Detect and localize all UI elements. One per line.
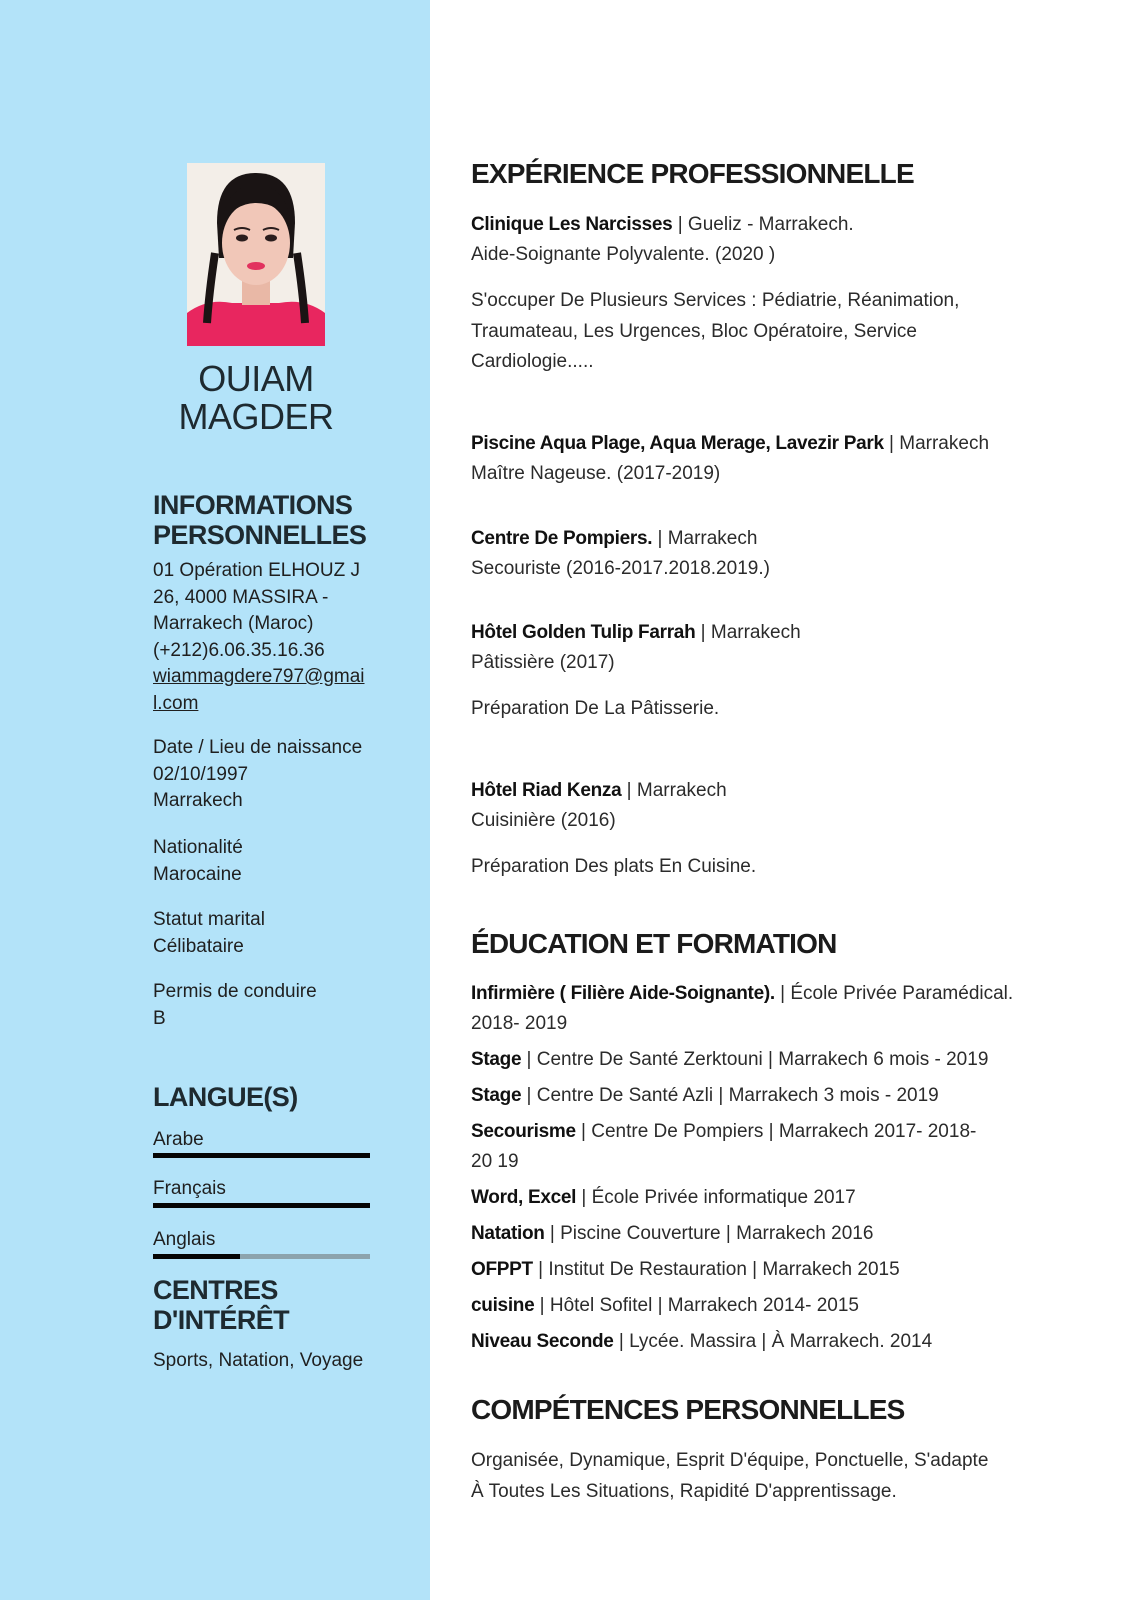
- experience-entry-title: [471, 618, 801, 648]
- employer-place: | Marrakech: [883, 433, 990, 454]
- interests-heading: [153, 1275, 289, 1335]
- education-title: Stage: [471, 1049, 522, 1070]
- interests-heading-line2: D'INTÉRÊT: [153, 1305, 290, 1335]
- employer: Piscine Aqua Plage, Aqua Merage, Lavezir Park: [471, 433, 884, 454]
- personal-info-heading: [153, 490, 366, 550]
- employer-place: | Gueliz - Marrakech.: [672, 214, 854, 235]
- education-title: Word, Excel: [471, 1187, 577, 1208]
- education-title: Secourisme: [471, 1121, 576, 1142]
- education-heading: ÉDUCATION ET FORMATION: [471, 928, 837, 959]
- address-line: Marrakech (Maroc): [153, 613, 314, 634]
- birth-date: 02/10/1997: [153, 763, 249, 785]
- languages-heading: LANGUE(S): [153, 1082, 298, 1112]
- employer: Hôtel Golden Tulip Farrah: [471, 622, 696, 643]
- nationality-label: Nationalité: [153, 837, 243, 858]
- experience-role: Cuisinière (2016): [471, 810, 616, 831]
- birth-place: Marrakech: [153, 790, 243, 811]
- education-detail: | École Privée Paramédical.: [774, 983, 1014, 1004]
- education-item: [471, 1081, 939, 1111]
- employer: Hôtel Riad Kenza: [471, 780, 622, 801]
- interests-text: Sports, Natation, Voyage: [153, 1350, 364, 1371]
- phone-number: (+212)6.06.35.16.36: [153, 639, 325, 661]
- education-detail: | Centre De Santé Zerktouni | Marrakech 6 mois - 2019: [521, 1049, 989, 1070]
- experience-role: Pâtissière (2017): [471, 652, 615, 673]
- profile-photo: [187, 163, 325, 346]
- personal-info-heading-line1: INFORMATIONS: [153, 490, 353, 520]
- personal-info-heading-line2: PERSONNELLES: [153, 520, 367, 550]
- email-link-line2[interactable]: l.com: [153, 692, 199, 714]
- education-item: [471, 1183, 856, 1213]
- employer-place: | Marrakech: [621, 780, 727, 801]
- experience-entry-title: [471, 524, 757, 554]
- last-name: MAGDER: [178, 396, 334, 437]
- birth-block: [153, 735, 383, 815]
- license-value: B: [153, 1007, 166, 1029]
- experience-entry-title: [471, 210, 854, 240]
- employer: Centre De Pompiers.: [471, 528, 653, 549]
- education-item: [471, 1327, 932, 1357]
- portrait-image: [187, 163, 325, 346]
- language-fill: [153, 1153, 370, 1158]
- birth-label: Date / Lieu de naissance: [153, 737, 363, 758]
- education-detail: | Piscine Couverture | Marrakech 2016: [544, 1223, 874, 1244]
- marital-label: Statut marital: [153, 909, 265, 930]
- education-item: [471, 1291, 859, 1321]
- experience-description: S'occuper De Plusieurs Services : Pédiatrie, Réanimation, Traumateau, Les Urgences, Bloc Opératoire, Service Cardiologie.....: [471, 290, 960, 372]
- education-detail: | Lycée. Massira | À Marrakech. 2014: [613, 1331, 933, 1352]
- full-name: [150, 360, 362, 436]
- first-name: OUIAM: [198, 358, 314, 399]
- nationality-value: Marocaine: [153, 863, 242, 885]
- experience-entry-title: [471, 429, 989, 459]
- address-block: [153, 558, 383, 717]
- marital-block: [153, 907, 383, 960]
- education-title: OFPPT: [471, 1259, 533, 1280]
- education-item: [471, 1009, 567, 1039]
- employer: Clinique Les Narcisses: [471, 214, 673, 235]
- skills-text: Organisée, Dynamique, Esprit D'équipe, Ponctuelle, S'adapte À Toutes Les Situations, Rapidité D'apprentissage.: [471, 1450, 989, 1502]
- employer-place: | Marrakech: [695, 622, 801, 643]
- email-link[interactable]: [153, 664, 383, 717]
- education-item: [471, 1219, 873, 1249]
- education-detail: | Centre De Pompiers | Marrakech 2017- 2018-: [575, 1121, 977, 1142]
- experience-description: Préparation Des plats En Cuisine.: [471, 856, 757, 877]
- email-link-line1[interactable]: wiammagdere797@gmai: [153, 666, 365, 687]
- education-item: [471, 979, 1013, 1009]
- language-label-arabe: Arabe: [153, 1129, 204, 1150]
- language-fill: [153, 1254, 240, 1259]
- nationality-block: [153, 835, 383, 888]
- education-item: [471, 1045, 988, 1075]
- license-block: [153, 979, 383, 1032]
- language-bar-anglais: [153, 1254, 370, 1259]
- education-item: [471, 1117, 976, 1147]
- education-detail: 2018- 2019: [471, 1013, 568, 1034]
- experience-role: Aide-Soignante Polyvalente. (2020 ): [471, 244, 776, 265]
- education-detail: | École Privée informatique 2017: [576, 1187, 856, 1208]
- language-fill: [153, 1203, 370, 1208]
- license-label: Permis de conduire: [153, 981, 317, 1002]
- education-detail: | Hôtel Sofitel | Marrakech 2014- 2015: [534, 1295, 859, 1316]
- employer-place: | Marrakech: [652, 528, 758, 549]
- education-title: Niveau Seconde: [471, 1331, 614, 1352]
- marital-value: Célibataire: [153, 935, 244, 957]
- sidebar: [0, 0, 430, 1600]
- education-title: Infirmière ( Filière Aide-Soignante).: [471, 983, 775, 1004]
- education-detail: 20 19: [471, 1151, 519, 1172]
- experience-role: Maître Nageuse. (2017-2019): [471, 463, 721, 484]
- education-item: [471, 1147, 519, 1177]
- education-title: Natation: [471, 1223, 545, 1244]
- education-title: Stage: [471, 1085, 522, 1106]
- education-item: [471, 1255, 900, 1285]
- education-detail: | Centre De Santé Azli | Marrakech 3 mois - 2019: [521, 1085, 939, 1106]
- language-bar-arabe: [153, 1153, 370, 1158]
- experience-entry-title: [471, 776, 727, 806]
- experience-description: Préparation De La Pâtisserie.: [471, 698, 720, 719]
- language-label-anglais: Anglais: [153, 1229, 216, 1250]
- language-bar-francais: [153, 1203, 370, 1208]
- skills-heading: COMPÉTENCES PERSONNELLES: [471, 1394, 905, 1425]
- address-line: 01 Opération ELHOUZ J: [153, 560, 360, 581]
- experience-heading: EXPÉRIENCE PROFESSIONNELLE: [471, 158, 914, 189]
- experience-role: Secouriste (2016-2017.2018.2019.): [471, 558, 770, 579]
- language-label-francais: Français: [153, 1178, 226, 1199]
- interests-heading-line1: CENTRES: [153, 1275, 278, 1305]
- address-line: 26, 4000 MASSIRA -: [153, 586, 329, 608]
- education-detail: | Institut De Restauration | Marrakech 2015: [532, 1259, 900, 1280]
- education-title: cuisine: [471, 1295, 535, 1316]
